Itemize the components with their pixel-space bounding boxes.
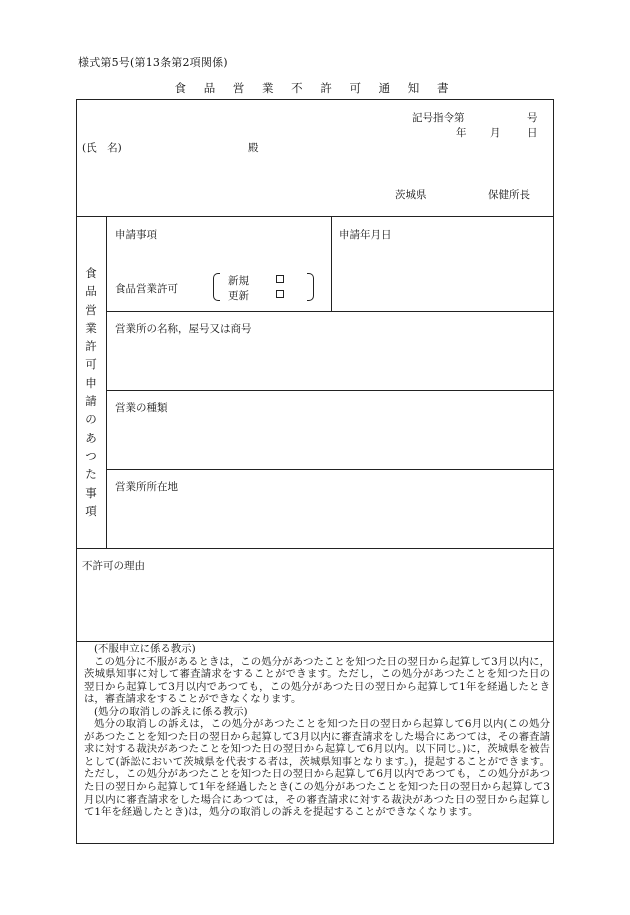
revocation-text: 処分の取消しの訴えは，この処分があつたことを知つた日の翌日から起算して6月以内(この処分があつたことを知つた日の翌日から起算して3月以内に審査請求をした場合にあつては，その審査請求に対する裁決があつたことを知つた日の翌日から起算して6月以内。以下同じ。)に，茨城県を被告として(訴訟において茨城県を代表する者は，茨城県知事となります。)，提起することができます。ただし，この処分があつたことを知つた日の翌日から起算して6月以内であつても，この処分があつた日の翌日から起算して1年を経過したとき(この処分があつたことを知つた日の翌日から起算して3月以内に審査請求をした場合にあつては，その審査請求に対する裁決があつた日の翌日から起算して1年を経過したとき)は，処分の取消しの訴えを提起することができなくなります。 xyxy=(84,718,550,819)
date-month: 月 xyxy=(490,127,501,139)
options-bracket-right xyxy=(307,273,314,301)
divider-date-column xyxy=(331,216,332,311)
divider-application xyxy=(76,548,554,549)
objection-heading: (不服申立に係る教示) xyxy=(94,643,196,655)
application-side-label xyxy=(78,264,104,520)
side-label-char: 食 xyxy=(85,266,97,280)
legal-notice xyxy=(84,643,550,819)
objection-text: この処分に不服があるときは，この処分があつたことを知つた日の翌日から起算して3月以内に，茨城県知事に対して審査請求をすることができます。ただし，この処分があつたことを知つた日の翌日から起算して3月以内であつても，この処分があつた日の翌日から起算して1年を経過したときは，審査請求をすることができなくなります。 xyxy=(84,655,550,706)
application-date-label: 申請年月日 xyxy=(339,229,392,241)
side-label-char: 項 xyxy=(85,503,97,518)
divider-permit xyxy=(106,311,554,312)
business-name-label: 営業所の名称，屋号又は商号 xyxy=(115,323,252,335)
divider-name xyxy=(106,390,554,391)
divider-header xyxy=(76,216,554,217)
option-renew-checkbox[interactable] xyxy=(276,290,284,298)
side-label-char: 申 xyxy=(85,375,97,390)
date-day: 日 xyxy=(527,127,538,139)
side-label-char: た xyxy=(85,467,97,482)
side-label-char: 事 xyxy=(85,485,97,500)
side-label-char: の xyxy=(85,412,97,427)
side-label-char: 品 xyxy=(85,284,97,299)
revocation-heading: (処分の取消しの訴えに係る教示) xyxy=(94,705,248,718)
application-item-label: 申請事項 xyxy=(115,229,157,241)
side-label-char: 営 xyxy=(85,302,97,317)
side-label-char: 許 xyxy=(85,339,97,354)
option-new-label: 新規 xyxy=(228,275,249,287)
option-renew-label: 更新 xyxy=(228,290,249,302)
permit-number-prefix: 記号指令第 xyxy=(412,112,465,124)
side-label-char: あ xyxy=(85,430,97,445)
side-label-char: 可 xyxy=(85,357,97,372)
form-reference: 様式第5号(第13条第2項関係) xyxy=(78,56,228,69)
option-new-checkbox[interactable] xyxy=(276,275,284,283)
side-label-char: つ xyxy=(85,448,97,463)
issuer-prefecture: 茨城県 xyxy=(395,189,427,201)
business-type-label: 営業の種類 xyxy=(115,402,168,414)
business-location-label: 営業所所在地 xyxy=(115,481,178,493)
honorific: 殿 xyxy=(248,142,259,154)
food-business-permit-label: 食品営業許可 xyxy=(115,283,178,295)
side-label-char: 請 xyxy=(85,394,97,409)
denial-reason-label: 不許可の理由 xyxy=(82,560,145,572)
divider-type xyxy=(106,469,554,470)
divider-side-label xyxy=(106,216,107,548)
issuer-health-center: 保健所長 xyxy=(488,189,530,201)
side-label-char: 業 xyxy=(85,320,97,335)
recipient-name-label: (氏 名) xyxy=(82,142,122,154)
divider-reason xyxy=(76,641,554,642)
form-title: 食 品 営 業 不 許 可 通 知 書 xyxy=(174,81,456,95)
permit-number-suffix: 号 xyxy=(527,112,538,124)
options-bracket-left xyxy=(213,273,220,301)
date-year: 年 xyxy=(456,127,467,139)
